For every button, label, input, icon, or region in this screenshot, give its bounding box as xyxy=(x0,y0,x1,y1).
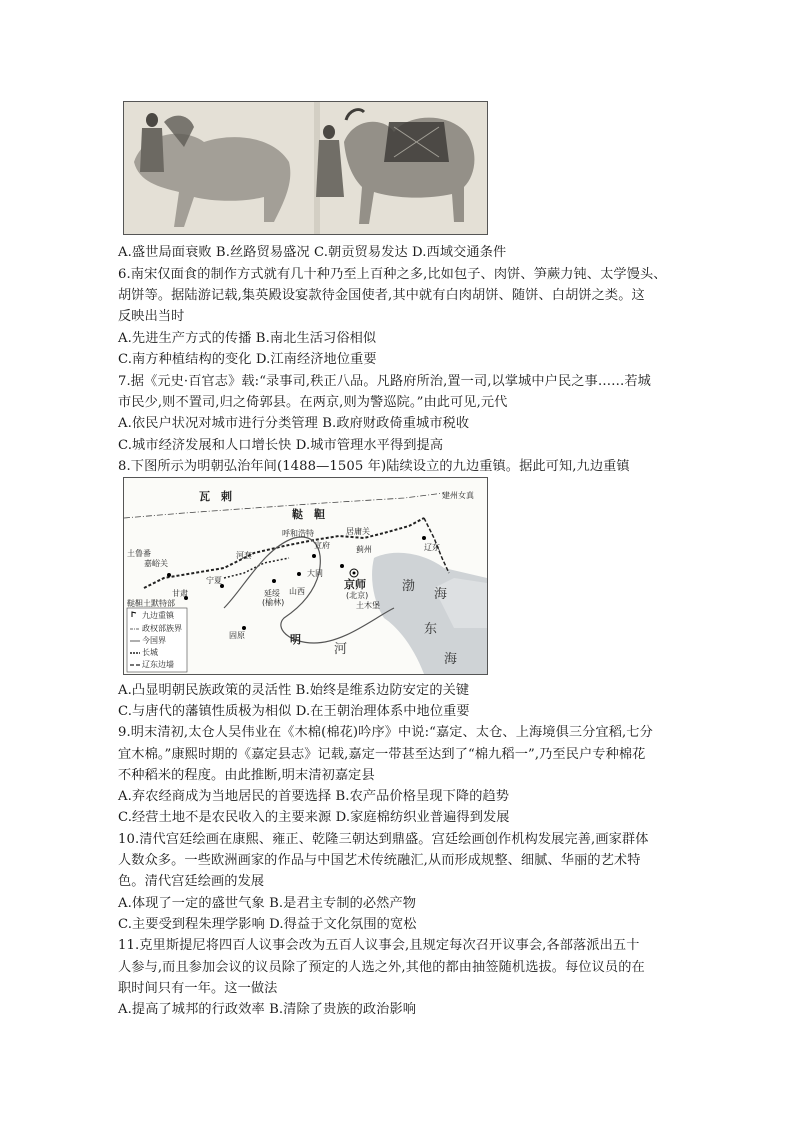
label-shanxi: 山西 xyxy=(289,587,305,596)
label-dada: 鞑 靼 xyxy=(292,508,325,521)
map-legend xyxy=(127,608,187,672)
question-10-line-1: 10.清代宫廷绘画在康熙、雍正、乾隆三朝达到鼎盛。宫廷绘画创作机构发展完善,画家群体 xyxy=(118,832,649,847)
legend-liaodong-wall: 辽东边墙 xyxy=(142,660,174,669)
label-beijing: (北京) xyxy=(346,591,369,600)
question-11-line-2: 人参与,而且参加会议的议员除了预定的人选之外,其他的都由抽签随机选拔。每位议员的在 xyxy=(118,960,645,975)
label-guyuan: 固原 xyxy=(229,631,245,640)
label-yansui: 延绥 xyxy=(264,589,280,598)
option-line-11ab: A.提高了城邦的行政效率 B.清除了贵族的政治影响 xyxy=(118,1002,417,1017)
label-xuanfu: 宣府 xyxy=(314,541,330,550)
label-bohai: 渤 xyxy=(402,579,416,594)
label-juyongguan: 居庸关 xyxy=(346,527,370,536)
label-hetao: 河套 xyxy=(236,551,252,560)
question-7-line-2: 市民少,则不置司,归之倚郭县。在两京,则为警巡院。”由此可见,元代 xyxy=(118,395,508,410)
label-jingshi: 京师 xyxy=(344,578,366,591)
label-datong: 大同 xyxy=(307,569,323,578)
painting-image xyxy=(123,101,488,235)
label-tulufan: 土鲁番 xyxy=(127,549,151,558)
option-line-9cd: C.经营土地不是农民收入的主要来源 D.家庭棉纺织业普遍得到发展 xyxy=(118,810,510,825)
option-line-7ab: A.依民户状况对城市进行分类管理 B.政府财政倚重城市税收 xyxy=(118,416,470,431)
option-line-5: A.盛世局面衰败 B.丝路贸易盛况 C.朝贡贸易发达 D.西域交通条件 xyxy=(118,245,507,260)
question-11-line-1: 11.克里斯提尼将四百人议事会改为五百人议事会,且规定每次召开议事会,各部落派出五十 xyxy=(118,938,640,953)
option-line-6cd: C.南方种植结构的变化 D.江南经济地位重要 xyxy=(118,352,377,367)
camel-caravan-illustration xyxy=(124,102,487,234)
label-gansu: 甘肃 xyxy=(172,589,188,598)
label-jizhou: 蓟州 xyxy=(356,545,372,554)
question-6-line-2: 胡饼等。据陆游记载,集英殿设宴款待金国使者,其中就有白肉胡饼、随饼、白胡饼之类。这 xyxy=(118,288,645,303)
question-9-line-3: 不种稻米的程度。由此推断,明末清初嘉定县 xyxy=(118,768,375,783)
question-9-line-1: 9.明末清初,太仓人吴伟业在《木棉(棉花)吟序》中说:“嘉定、太仓、上海境俱三分宜稻,七分 xyxy=(118,725,653,740)
option-line-6ab: A.先进生产方式的传播 B.南北生活习俗相似 xyxy=(118,331,377,346)
question-11-line-3: 职时间只有一年。这一做法 xyxy=(118,981,278,996)
label-jianzhou: 建州女真 xyxy=(442,491,474,500)
label-ming: 明 xyxy=(290,633,301,646)
option-line-9ab: A.弃农经商成为当地居民的首要选择 B.农产品价格呈现下降的趋势 xyxy=(118,789,510,804)
question-6-line-3: 反映出当时 xyxy=(118,309,185,324)
question-10-line-2: 人数众多。一些欧洲画家的作品与中国艺术传统融汇,从而形成规整、细腻、华丽的艺术特 xyxy=(118,853,641,868)
label-hohhot: 呼和浩特 xyxy=(282,529,314,538)
legend-regime-border: 政权部族界 xyxy=(142,624,182,633)
label-tumubao: 土木堡 xyxy=(356,601,380,610)
option-line-7cd: C.城市经济发展和人口增长快 D.城市管理水平得到提高 xyxy=(118,438,444,453)
question-10-line-3: 色。清代宫廷绘画的发展 xyxy=(118,874,265,889)
label-ningxia: 宁夏 xyxy=(206,576,222,585)
label-hai2: 海 xyxy=(444,652,458,667)
legend-garrison: 九边重镇 xyxy=(142,611,174,620)
label-he: 河 xyxy=(334,642,348,657)
label-daduan: 鞑靼土默特部 xyxy=(127,599,175,608)
question-6-line-1: 6.南宋仅面食的制作方式就有几十种乃至上百种之多,比如包子、肉饼、笋蕨力钝、太学馒头、 xyxy=(118,267,667,282)
question-7-line-1: 7.据《元史·百官志》载:“录事司,秩正八品。凡路府所治,置一司,以掌城中户民之事……若城 xyxy=(118,374,651,389)
question-8-line-1: 8.下图所示为明朝弘治年间(1488—1505 年)陆续设立的九边重镇。据此可知,九边重镇 xyxy=(118,459,630,474)
label-dong: 东 xyxy=(424,622,438,637)
question-9-line-2: 宜木棉。”康熙时期的《嘉定县志》记载,嘉定一带甚至达到了“棉九稻一”,乃至民户专种棉花 xyxy=(118,747,646,762)
legend-great-wall: 长城 xyxy=(142,648,158,657)
option-line-10cd: C.主要受到程朱理学影响 D.得益于文化氛围的宽松 xyxy=(118,917,417,932)
option-line-8cd: C.与唐代的藩镇性质极为相似 D.在王朝治理体系中地位重要 xyxy=(118,704,470,719)
legend-national-border: 今国界 xyxy=(142,636,166,645)
label-liaodong: 辽东 xyxy=(424,543,440,552)
ming-border-map xyxy=(123,477,488,675)
label-hai: 海 xyxy=(434,587,448,602)
map-svg xyxy=(124,478,487,674)
option-line-8ab: A.凸显明朝民族政策的灵活性 B.始终是维系边防安定的关键 xyxy=(118,683,470,698)
label-jiayuguan: 嘉峪关 xyxy=(144,559,168,568)
label-yulin: (榆林) xyxy=(262,598,285,607)
label-wala: 瓦 剌 xyxy=(199,490,232,503)
option-line-10ab: A.体现了一定的盛世气象 B.是君主专制的必然产物 xyxy=(118,896,417,911)
